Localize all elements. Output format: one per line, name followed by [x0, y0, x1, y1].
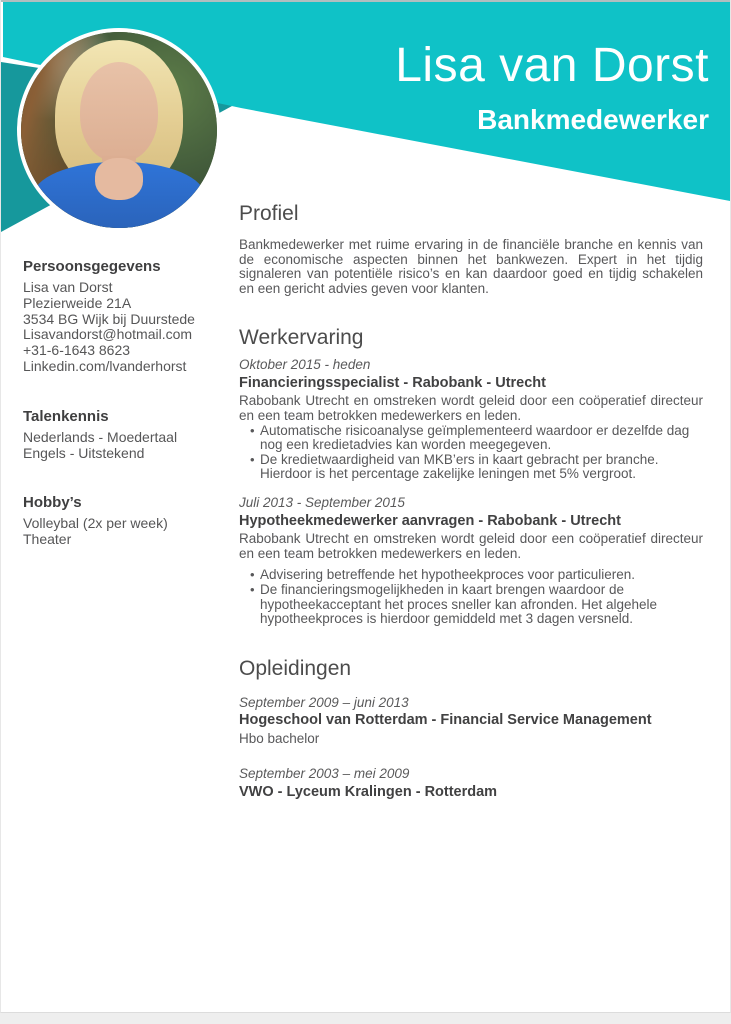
personal-details-heading: Persoonsgegevens [23, 258, 161, 275]
education-entry [239, 696, 703, 747]
personal-linkedin: Linkedin.com/lvanderhorst [23, 357, 187, 374]
job-period: Oktober 2015 - heden [239, 357, 371, 373]
avatar-hands [95, 158, 143, 200]
job-description: Rabobank Utrecht en omstreken wordt geleid door een coöperatief directeur en een team betrokken medewerkers en leden. [239, 393, 703, 424]
languages-heading: Talenkennis [23, 407, 109, 425]
education-school: VWO - Lyceum Kralingen - Rotterdam [239, 783, 498, 800]
personal-phone: +31-6-1643 8623 [23, 342, 131, 359]
profile-photo [21, 32, 217, 228]
job-title-line: Financieringsspecialist - Rabobank - Utrecht [239, 374, 546, 391]
sidebar-section-personal [23, 259, 223, 375]
sidebar-section-languages [23, 409, 223, 462]
job-entry [239, 496, 703, 627]
language-item: Engels - Uitstekend [23, 444, 145, 461]
header-text-block [395, 41, 709, 135]
job-title-line: Hypotheekmedewerker aanvragen - Rabobank - Utrecht [239, 512, 621, 529]
job-bullet: • Advisering betreffende het hypotheekproces voor particulieren. [250, 568, 703, 583]
job-bullet-list [239, 424, 703, 482]
sidebar-section-hobbies [23, 495, 223, 548]
job-bullet-list [239, 568, 703, 626]
hobby-item: Volleybal (2x per week) [23, 515, 168, 532]
education-period: September 2003 – mei 2009 [239, 766, 410, 782]
main-column [239, 203, 703, 800]
language-item: Nederlands - Moedertaal [23, 428, 178, 445]
candidate-job-title: Bankmedewerker [477, 104, 709, 135]
personal-city: 3534 BG Wijk bij Duurstede [23, 310, 195, 327]
education-heading: Opleidingen [239, 656, 352, 680]
candidate-name: Lisa van Dorst [395, 39, 709, 92]
job-period: Juli 2013 - September 2015 [239, 495, 405, 511]
profile-heading: Profiel [239, 202, 299, 225]
experience-heading: Werkervaring [239, 326, 364, 350]
personal-email: Lisavandorst@hotmail.com [23, 326, 193, 343]
page-top-edge [1, 0, 730, 2]
education-degree: Hbo bachelor [239, 730, 320, 746]
job-bullet: • De financieringsmogelijkheden in kaart brengen waardoor de hypotheekacceptant het proces sneller kan afronden. Het algehele hypotheekproces is hierdoor gemiddeld met 3 dagen versneld. [250, 583, 703, 627]
job-description: Rabobank Utrecht en omstreken wordt geleid door een coöperatief directeur en een team betrokken medewerkers en leden. [239, 531, 703, 561]
education-school: Hogeschool van Rotterdam - Financial Service Management [239, 712, 652, 729]
hobby-item: Theater [23, 531, 72, 548]
personal-name: Lisa van Dorst [23, 279, 113, 295]
hobbies-heading: Hobby’s [23, 494, 82, 512]
personal-street: Plezierweide 21A [23, 294, 132, 311]
education-period: September 2009 – juni 2013 [239, 694, 409, 710]
education-entry [239, 767, 703, 800]
sidebar [23, 259, 223, 548]
job-bullet: • Automatische risicoanalyse geïmplementeerd waardoor er dezelfde dag nog een kredietadvies kan worden meegegeven. [250, 424, 703, 453]
profile-text: Bankmedewerker met ruime ervaring in de financiële branche en kennis van de economische aspecten binnen het bankwezen. Expert in het tijdig signaleren van potentiële risico’s en kan daardoor goed en tijdig schakelen en een gericht advies geven voor klanten. [239, 237, 703, 296]
job-entry [239, 358, 703, 482]
job-bullet: • De kredietwaardigheid van MKB’ers in kaart gebracht per branche. Hierdoor is het percentage zakelijke leningen met 5% vergroot. [250, 453, 703, 482]
avatar-face [80, 62, 158, 162]
